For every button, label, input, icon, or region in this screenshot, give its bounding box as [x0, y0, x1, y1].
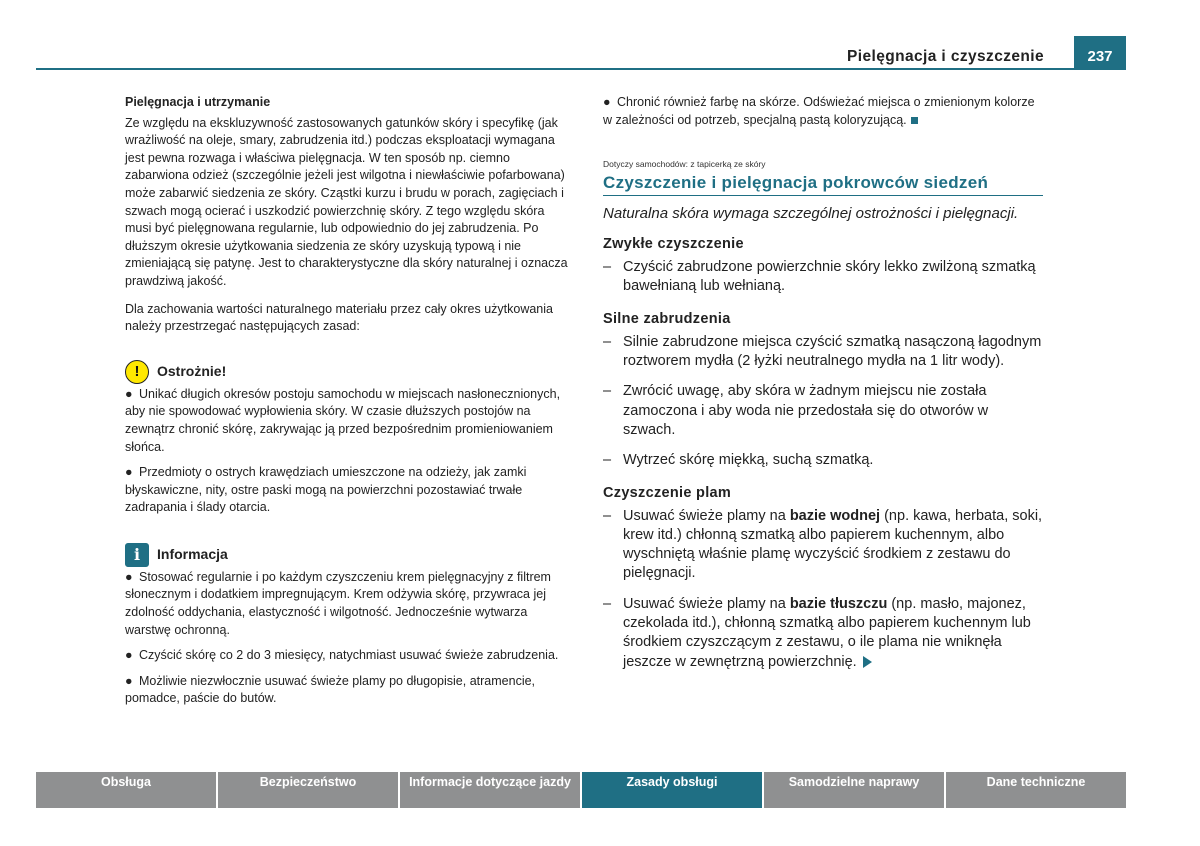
list-item: – Usuwać świeże plamy na bazie tłuszczu (np. masło, majonez, czekolada itd.), chłonną szmatką albo papierem kuchennym lub środkiem czyszczącym z zestawu, o ile plama nie wniknęła jeszcze w zewnętrzną powierzchnię.	[603, 595, 1031, 670]
subheading-heavy-dirt: Silne zabrudzenia	[603, 310, 731, 327]
tab-dane-techniczne[interactable]: Dane techniczne	[946, 772, 1126, 808]
continue-arrow-icon	[863, 656, 872, 668]
left-column	[125, 94, 570, 716]
caution-bullet: ● Przedmioty o ostrych krawędziach umieszczone na odzieży, jak zamki błyskawiczne, nity, ostre paski mogą na powierzchni pozostawiać trwałe zadrapania i ślady otarcia.	[125, 465, 527, 515]
section-heading: Czyszczenie i pielęgnacja pokrowców siedzeń	[603, 173, 1043, 196]
top-bullet: ● Chronić również farbę na skórze. Odświeżać miejsca o zmienionym kolorze w zależności od potrzeb, specjalną pastą koloryzującą.	[603, 95, 1035, 127]
page-number: 237	[1074, 36, 1126, 70]
tab-samodzielne-naprawy[interactable]: Samodzielne naprawy	[764, 772, 944, 808]
tab-informacje[interactable]: Informacje dotyczące jazdy	[400, 772, 580, 808]
info-bullet: ● Możliwie niezwłocznie usuwać świeże plamy po długopisie, atramencie, pomadce, paście do butów.	[125, 673, 536, 706]
right-column	[603, 94, 1043, 683]
info-bullet: ● Stosować regularnie i po każdym czyszczeniu krem pielęgnacyjny z filtrem słonecznym i dodatkiem impregnującym. Krem odżywia skórę, przywraca jej zdolność oddychania, elastyczność i wilgotność. Jednocześnie wytwarza warstwę ochronną.	[125, 569, 551, 637]
warning-icon: !	[125, 360, 149, 384]
caution-header	[125, 360, 570, 384]
list-item: – Wytrzeć skórę miękką, suchą szmatką.	[603, 452, 874, 469]
chapter-nav	[36, 772, 1126, 808]
list-item: – Silnie zabrudzone miejsca czyścić szmatką nasączoną łagodnym roztworem mydła (2 łyżki neutralnego mydła na 1 litr wody).	[603, 333, 1042, 370]
subheading-regular-cleaning: Zwykłe czyszczenie	[603, 236, 744, 253]
list-item: – Zwrócić uwagę, aby skóra w żadnym miejscu nie została zamoczona i aby woda nie przedostała się do otworów w szwach.	[603, 383, 989, 438]
tab-obsluga[interactable]: Obsługa	[36, 772, 216, 808]
info-title: Informacja	[157, 546, 228, 563]
header-rule	[36, 68, 1126, 70]
section-title: Pielęgnacja i utrzymanie	[125, 95, 271, 109]
info-header	[125, 543, 570, 567]
page-header-title: Pielęgnacja i czyszczenie	[847, 48, 1044, 65]
intro-text: Naturalna skóra wymaga szczególnej ostrożności i pielęgnacji.	[603, 205, 1019, 223]
caution-bullet: ● Unikać długich okresów postoju samochodu w miejscach nasłonecznionych, aby nie spowodować wypłowienia skóry. W czasie dłuższych postojów na zewnątrz chronić skórę, zakrywając ją przed bezpośrednim promieniowaniem słońca.	[125, 386, 561, 454]
info-bullet: ● Czyścić skórę co 2 do 3 miesięcy, natychmiast usuwać świeże zabrudzenia.	[125, 648, 559, 663]
info-icon: i	[125, 543, 149, 567]
paragraph: Ze względu na ekskluzywność zastosowanych gatunków skóry i specyfikę (jak wrażliwość na oleje, smary, zabrudzenia itd.) podczas eksploatacji wymagana jest pewna rozwaga i właściwa pielęgnacja. W ten sposób np. ciemno zabarwiona odzież (szczególnie jeżeli jest wilgotna i niewłaściwie pofarbowana) może zabarwić siedzenia ze skóry. Cząstki kurzu i brudu w porach, zagięciach i szwach mogą ocierać i uszkodzić powierzchnię skóry. Z tego względu skóra musi być pielęgnowana regularnie, lub odpowiednio do jej zabrudzenia. Po dłuższym okresie użytkowania siedzenia ze skóry uzyskują typową i nie zmieniającą się patynę. Jest to charakterystyczne dla skóry naturalnej i oznacza prawdziwą jakość.	[125, 115, 568, 288]
list-item: – Czyścić zabrudzone powierzchnie skóry lekko zwilżoną szmatką bawełnianą lub wełnianą.	[603, 259, 1036, 295]
caution-title: Ostrożnie!	[157, 362, 227, 379]
applicability-label: Dotyczy samochodów: z tapicerką ze skóry	[603, 159, 766, 170]
paragraph: Dla zachowania wartości naturalnego materiału przez cały okres użytkowania należy przestrzegać następujących zasad:	[125, 301, 553, 334]
tab-zasady-obslugi[interactable]: Zasady obsługi	[582, 772, 762, 808]
end-square-icon	[911, 117, 918, 124]
subheading-stains: Czyszczenie plam	[603, 484, 732, 501]
tab-bezpieczenstwo[interactable]: Bezpieczeństwo	[218, 772, 398, 808]
list-item: – Usuwać świeże plamy na bazie wodnej (np. kawa, herbata, soki, krew itd.) chłonną szmatką albo papierem kuchennym, albo wyschniętą właśnie plamę wyczyścić środkiem z zestawu do pielęgnacji.	[603, 507, 1043, 582]
